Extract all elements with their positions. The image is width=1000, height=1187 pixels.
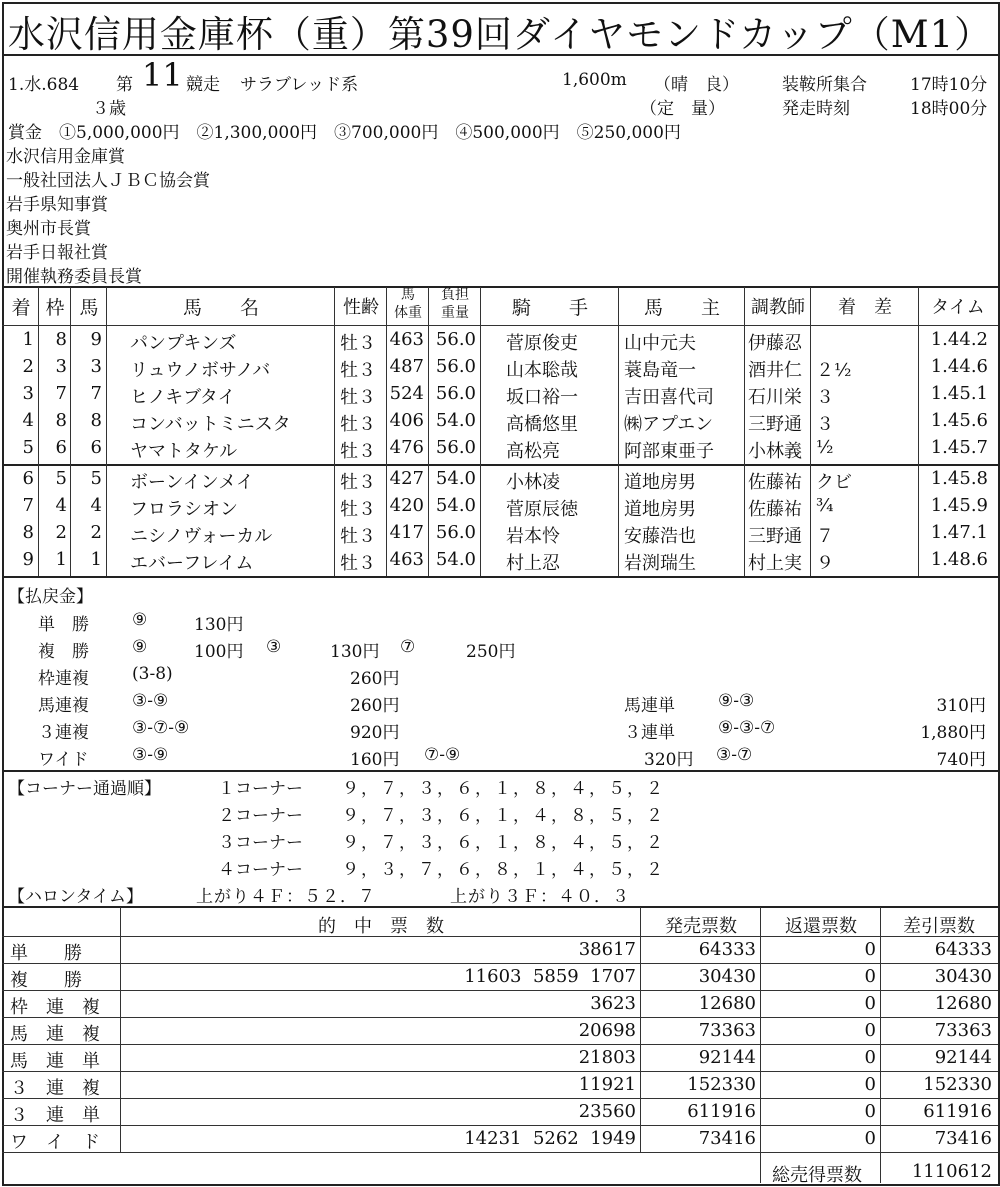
results-column-divider xyxy=(428,287,429,576)
award-line: 岩手県知事賞 xyxy=(6,195,108,215)
umatan-amount: 310円 xyxy=(936,696,986,716)
payout-header: 【払戻金】 xyxy=(8,587,93,607)
result-cell-place: 1 xyxy=(22,329,34,350)
result-cell-place: 2 xyxy=(22,356,34,377)
votes-cell-net: 64333 xyxy=(934,939,992,960)
results-column-divider xyxy=(918,287,919,576)
votes-row-divider xyxy=(2,1017,998,1018)
result-cell-uma: 2 xyxy=(90,522,102,543)
votes-refund-header: 返還票数 xyxy=(785,916,857,937)
fukusho-combo: ③ xyxy=(266,637,282,657)
result-cell-weight: 420 xyxy=(389,495,424,516)
corner-label: ４コーナー xyxy=(218,860,303,880)
result-cell-name: ヤマトタケル xyxy=(130,441,238,462)
votes-cell-sold: 73416 xyxy=(698,1128,756,1149)
votes-column-divider xyxy=(120,907,121,1152)
corner-order: ９，７，３，６，１，８，４，５，２ xyxy=(342,833,665,853)
corner-header: 【コーナー通過順】 xyxy=(8,779,161,799)
result-cell-time: 1.45.8 xyxy=(930,468,988,489)
votes-cell-type: ワ イ ド xyxy=(10,1132,100,1153)
wide-label: ワイド xyxy=(38,750,89,770)
result-cell-burden: 56.0 xyxy=(435,437,476,458)
result-cell-owner: 岩渕瑞生 xyxy=(624,553,696,574)
result-cell-owner: 蓑島竜一 xyxy=(624,360,696,381)
result-cell-jockey: 岩本怜 xyxy=(506,526,560,547)
votes-cell-net: 152330 xyxy=(923,1074,992,1095)
results-bottom-border xyxy=(2,576,998,578)
votes-cell-hits: 11603 5859 1707 xyxy=(464,966,636,987)
corner-label: １コーナー xyxy=(218,779,303,799)
result-cell-trainer: 石川栄 xyxy=(748,387,802,408)
wide-combo: ⑦-⑨ xyxy=(424,745,461,765)
start-label: 発走時刻 xyxy=(782,99,850,119)
fukusho-amount: 100円 xyxy=(194,642,244,662)
result-cell-time: 1.47.1 xyxy=(930,522,988,543)
result-cell-waku: 4 xyxy=(55,495,67,516)
votes-row-divider xyxy=(2,1071,998,1072)
corner-order: ９，７，３，６，１，４，８，５，２ xyxy=(342,806,665,826)
award-line: 奥州市長賞 xyxy=(6,219,91,239)
votes-row-divider xyxy=(2,1152,998,1153)
race-title: 水沢信用金庫杯（重）第39回ダイヤモンドカップ（M1） xyxy=(7,13,993,56)
result-cell-trainer: 村上実 xyxy=(748,553,802,574)
votes-cell-sold: 152330 xyxy=(687,1074,756,1095)
col-margin-header: 着 差 xyxy=(838,297,892,318)
votes-column-divider xyxy=(760,907,761,1183)
result-cell-time: 1.44.2 xyxy=(930,329,988,350)
votes-cell-refund: 0 xyxy=(864,966,876,987)
result-cell-margin: ½ xyxy=(816,437,834,458)
result-cell-place: 7 xyxy=(22,495,34,516)
result-cell-waku: 8 xyxy=(55,329,67,350)
result-cell-sexage: 牡３ xyxy=(340,387,376,408)
col-weight-header-bottom: 体重 xyxy=(394,305,422,321)
votes-cell-type: ３ 連 複 xyxy=(10,1078,100,1099)
result-cell-sexage: 牡３ xyxy=(340,526,376,547)
result-cell-owner: 吉田喜代司 xyxy=(624,387,714,408)
result-cell-trainer: 小林義 xyxy=(748,441,802,462)
result-cell-weight: 524 xyxy=(389,383,424,404)
result-cell-time: 1.44.6 xyxy=(930,356,988,377)
results-column-divider xyxy=(70,287,71,576)
result-cell-time: 1.45.9 xyxy=(930,495,988,516)
fukusho-combo: ⑦ xyxy=(400,637,416,657)
result-cell-weight: 476 xyxy=(389,437,424,458)
votes-cell-type: 枠 連 複 xyxy=(10,997,100,1018)
votes-hits-header: 的 中 票 数 xyxy=(318,916,444,937)
tansho-combo: ⑨ xyxy=(132,610,148,630)
umaren-combo: ③-⑨ xyxy=(132,691,169,711)
sanrentan-amount: 1,880円 xyxy=(920,723,986,743)
result-cell-name: エバーフレイム xyxy=(130,553,254,574)
votes-cell-sold: 12680 xyxy=(698,993,756,1014)
votes-cell-sold: 30430 xyxy=(698,966,756,987)
result-cell-burden: 54.0 xyxy=(435,410,476,431)
corner-order: ９，７，３，６，１，８，４，５，２ xyxy=(342,779,665,799)
result-cell-jockey: 小林凌 xyxy=(506,472,560,493)
result-cell-jockey: 坂口裕一 xyxy=(506,387,578,408)
tansho-label: 単 勝 xyxy=(38,615,89,635)
result-cell-time: 1.45.1 xyxy=(930,383,988,404)
result-cell-time: 1.45.7 xyxy=(930,437,988,458)
result-cell-trainer: 三野通 xyxy=(748,526,802,547)
result-cell-waku: 3 xyxy=(55,356,67,377)
votes-row-divider xyxy=(2,1044,998,1045)
race-code: 1.水.684 xyxy=(8,75,80,95)
col-time-header: タイム xyxy=(931,297,985,318)
result-cell-jockey: 高橋悠里 xyxy=(506,414,578,435)
votes-row-divider xyxy=(2,1125,998,1126)
result-cell-waku: 8 xyxy=(55,410,67,431)
votes-column-divider xyxy=(640,907,641,1152)
sanrenpuku-amount: 920円 xyxy=(350,723,400,743)
furlong-last3f: 上がり３Ｆ：４０．３ xyxy=(450,887,630,907)
result-cell-place: 4 xyxy=(22,410,34,431)
fukusho-label: 複 勝 xyxy=(38,642,89,662)
result-cell-weight: 417 xyxy=(389,522,424,543)
result-cell-margin: クビ xyxy=(816,472,852,493)
votes-cell-hits: 11921 xyxy=(578,1074,636,1095)
wakuren-combo: (3-8) xyxy=(132,664,173,684)
result-cell-sexage: 牡３ xyxy=(340,414,376,435)
results-top-border xyxy=(2,286,998,288)
result-cell-trainer: 酒井仁 xyxy=(748,360,802,381)
result-cell-place: 6 xyxy=(22,468,34,489)
results-group-divider xyxy=(2,464,998,466)
result-cell-owner: 山中元夫 xyxy=(624,333,696,354)
result-cell-uma: 3 xyxy=(90,356,102,377)
result-cell-burden: 56.0 xyxy=(435,329,476,350)
result-cell-owner: ㈱アプエン xyxy=(624,414,714,435)
votes-cell-refund: 0 xyxy=(864,939,876,960)
award-line: 開催執務委員長賞 xyxy=(6,267,142,287)
fukusho-amount: 130円 xyxy=(330,642,380,662)
votes-cell-refund: 0 xyxy=(864,1074,876,1095)
votes-cell-sold: 64333 xyxy=(698,939,756,960)
votes-cell-type: ３ 連 単 xyxy=(10,1105,100,1126)
result-cell-margin: ３ xyxy=(816,387,834,408)
result-cell-weight: 463 xyxy=(389,549,424,570)
umaren-label: 馬連複 xyxy=(38,696,89,716)
sanrentan-label: ３連単 xyxy=(624,723,675,743)
furlong-last4f: 上がり４Ｆ：５２．７ xyxy=(196,887,376,907)
race-condition: （定 量） xyxy=(640,99,725,119)
fukusho-combo: ⑨ xyxy=(132,637,148,657)
col-burden-header-top: 負担 xyxy=(441,287,469,303)
col-jockey-header: 騎 手 xyxy=(511,297,588,319)
fukusho-amount: 250円 xyxy=(466,642,516,662)
votes-cell-hits: 3623 xyxy=(590,993,636,1014)
corner-order: ９，３，７，６，８，１，４，５，２ xyxy=(342,860,665,880)
result-cell-margin: ９ xyxy=(816,553,834,574)
votes-cell-refund: 0 xyxy=(864,993,876,1014)
result-cell-uma: 4 xyxy=(90,495,102,516)
votes-sold-header: 発売票数 xyxy=(665,916,737,937)
sanrentan-combo: ⑨-③-⑦ xyxy=(718,718,776,738)
race-dai: 第 xyxy=(116,75,133,95)
results-column-divider xyxy=(810,287,811,576)
wide-amount: 160円 xyxy=(350,750,400,770)
col-weight-header-top: 馬 xyxy=(401,287,415,303)
total-votes-value: 1110612 xyxy=(911,1161,992,1182)
result-cell-owner: 道地房男 xyxy=(624,499,696,520)
votes-cell-hits: 20698 xyxy=(578,1020,636,1041)
race-number: 11 xyxy=(142,56,183,94)
wide-combo: ③-⑦ xyxy=(716,745,753,765)
results-column-divider xyxy=(618,287,619,576)
votes-cell-type: 馬 連 単 xyxy=(10,1051,100,1072)
tansho-amount: 130円 xyxy=(194,615,244,635)
wakuren-label: 枠連複 xyxy=(38,669,89,689)
results-column-divider xyxy=(744,287,745,576)
col-trainer-header: 調教師 xyxy=(751,297,805,318)
result-cell-jockey: 高松亮 xyxy=(506,441,560,462)
result-cell-place: 8 xyxy=(22,522,34,543)
votes-cell-net: 73363 xyxy=(934,1020,992,1041)
payout-bottom-border xyxy=(2,770,998,772)
result-cell-margin: ３ xyxy=(816,414,834,435)
result-cell-time: 1.45.6 xyxy=(930,410,988,431)
result-cell-weight: 427 xyxy=(389,468,424,489)
result-cell-waku: 1 xyxy=(55,549,67,570)
results-column-divider xyxy=(386,287,387,576)
result-cell-name: コンバットミニスタ xyxy=(130,414,291,435)
votes-cell-hits: 21803 xyxy=(578,1047,636,1068)
umatan-label: 馬連単 xyxy=(624,696,675,716)
result-cell-waku: 2 xyxy=(55,522,67,543)
result-cell-burden: 56.0 xyxy=(435,522,476,543)
col-waku-header: 枠 xyxy=(45,297,65,319)
result-cell-margin: ¾ xyxy=(816,495,834,516)
votes-row-divider xyxy=(2,963,998,964)
result-cell-uma: 6 xyxy=(90,437,102,458)
result-cell-jockey: 村上忍 xyxy=(506,553,560,574)
result-cell-jockey: 山本聡哉 xyxy=(506,360,578,381)
gather-time: 17時10分 xyxy=(910,75,988,95)
votes-cell-net: 611916 xyxy=(923,1101,992,1122)
results-column-divider xyxy=(38,287,39,576)
votes-cell-sold: 92144 xyxy=(698,1047,756,1068)
col-place-header: 着 xyxy=(11,297,31,319)
umaren-amount: 260円 xyxy=(350,696,400,716)
votes-cell-refund: 0 xyxy=(864,1101,876,1122)
start-time: 18時00分 xyxy=(910,99,988,119)
result-cell-name: ヒノキブタイ xyxy=(130,387,236,408)
result-cell-uma: 5 xyxy=(90,468,102,489)
result-cell-burden: 54.0 xyxy=(435,468,476,489)
result-cell-sexage: 牡３ xyxy=(340,472,376,493)
votes-cell-hits: 23560 xyxy=(578,1101,636,1122)
result-cell-burden: 54.0 xyxy=(435,495,476,516)
sanrenpuku-label: ３連複 xyxy=(38,723,89,743)
votes-cell-type: 複 勝 xyxy=(10,970,82,991)
award-line: 岩手日報社賞 xyxy=(6,243,108,263)
result-cell-trainer: 伊藤忍 xyxy=(748,333,802,354)
votes-net-header: 差引票数 xyxy=(903,916,975,937)
award-line: 一般社団法人ＪＢＣ協会賞 xyxy=(6,171,210,191)
sanrenpuku-combo: ③-⑦-⑨ xyxy=(132,718,190,738)
votes-cell-type: 馬 連 複 xyxy=(10,1024,100,1045)
result-cell-burden: 56.0 xyxy=(435,356,476,377)
result-cell-weight: 487 xyxy=(389,356,424,377)
result-cell-name: ニシノヴォーカル xyxy=(130,526,273,547)
result-cell-weight: 406 xyxy=(389,410,424,431)
wide-amount: 740円 xyxy=(936,750,986,770)
result-cell-name: リュウノボサノバ xyxy=(130,360,271,381)
results-header-divider xyxy=(2,325,998,326)
result-cell-margin: ７ xyxy=(816,526,834,547)
votes-cell-refund: 0 xyxy=(864,1047,876,1068)
award-line: 水沢信用金庫賞 xyxy=(6,147,125,167)
votes-cell-hits: 14231 5262 1949 xyxy=(464,1128,636,1149)
race-weather: （晴 良） xyxy=(654,75,739,95)
furlong-header: 【ハロンタイム】 xyxy=(8,887,143,907)
result-cell-owner: 安藤浩也 xyxy=(624,526,696,547)
result-cell-waku: 5 xyxy=(55,468,67,489)
result-cell-owner: 道地房男 xyxy=(624,472,696,493)
result-cell-trainer: 三野通 xyxy=(748,414,802,435)
results-column-divider xyxy=(480,287,481,576)
umatan-combo: ⑨-③ xyxy=(718,691,755,711)
result-cell-sexage: 牡３ xyxy=(340,441,376,462)
gather-label: 装鞍所集合 xyxy=(782,75,867,95)
votes-cell-refund: 0 xyxy=(864,1020,876,1041)
col-burden-header-bottom: 重量 xyxy=(441,305,469,321)
result-cell-burden: 54.0 xyxy=(435,549,476,570)
votes-cell-type: 単 勝 xyxy=(10,943,82,964)
corner-label: ３コーナー xyxy=(218,833,303,853)
result-cell-sexage: 牡３ xyxy=(340,499,376,520)
votes-row-divider xyxy=(2,990,998,991)
result-cell-burden: 56.0 xyxy=(435,383,476,404)
result-cell-sexage: 牡３ xyxy=(340,333,376,354)
race-kyoso: 競走 xyxy=(186,75,220,95)
result-cell-sexage: 牡３ xyxy=(340,553,376,574)
result-cell-name: フロラシオン xyxy=(130,499,238,520)
corner-label: ２コーナー xyxy=(218,806,303,826)
result-cell-weight: 463 xyxy=(389,329,424,350)
race-distance: 1,600m xyxy=(562,70,627,90)
result-cell-uma: 9 xyxy=(90,329,102,350)
votes-cell-sold: 73363 xyxy=(698,1020,756,1041)
race-breed: サラブレッド系 xyxy=(240,75,359,95)
votes-cell-net: 12680 xyxy=(934,993,992,1014)
result-cell-place: 9 xyxy=(22,549,34,570)
col-uma-header: 馬 xyxy=(79,297,99,319)
col-name-header: 馬 名 xyxy=(182,297,259,319)
race-age: ３歳 xyxy=(92,99,126,119)
votes-top-border xyxy=(2,906,998,908)
votes-row-divider xyxy=(2,936,998,937)
result-cell-waku: 6 xyxy=(55,437,67,458)
votes-cell-net: 73416 xyxy=(934,1128,992,1149)
result-cell-trainer: 佐藤祐 xyxy=(748,499,802,520)
result-cell-jockey: 菅原辰徳 xyxy=(506,499,578,520)
result-cell-place: 5 xyxy=(22,437,34,458)
wide-combo: ③-⑨ xyxy=(132,745,169,765)
result-cell-jockey: 菅原俊吏 xyxy=(506,333,578,354)
votes-cell-hits: 38617 xyxy=(578,939,636,960)
result-cell-owner: 阿部東亜子 xyxy=(624,441,714,462)
result-cell-trainer: 佐藤祐 xyxy=(748,472,802,493)
total-votes-label: 総売得票数 xyxy=(772,1165,862,1186)
result-cell-sexage: 牡３ xyxy=(340,360,376,381)
votes-row-divider xyxy=(2,1098,998,1099)
result-cell-uma: 1 xyxy=(90,549,102,570)
prize-line: 賞金 ①5,000,000円 ②1,300,000円 ③700,000円 ④500,000円 ⑤250,000円 xyxy=(8,123,681,143)
col-owner-header: 馬 主 xyxy=(643,297,720,319)
wakuren-amount: 260円 xyxy=(350,669,400,689)
votes-cell-refund: 0 xyxy=(864,1128,876,1149)
result-cell-place: 3 xyxy=(22,383,34,404)
votes-cell-sold: 611916 xyxy=(687,1101,756,1122)
results-column-divider xyxy=(106,287,107,576)
result-cell-name: パンプキンズ xyxy=(130,333,237,354)
result-cell-margin: ２½ xyxy=(816,360,852,381)
wide-amount: 320円 xyxy=(644,750,694,770)
votes-cell-net: 30430 xyxy=(934,966,992,987)
results-column-divider xyxy=(334,287,335,576)
votes-cell-net: 92144 xyxy=(934,1047,992,1068)
result-cell-name: ボーンインメイ xyxy=(130,472,254,493)
col-sexage-header: 性齢 xyxy=(343,297,379,318)
result-cell-uma: 8 xyxy=(90,410,102,431)
result-cell-waku: 7 xyxy=(55,383,67,404)
votes-column-divider xyxy=(880,907,881,1183)
result-cell-uma: 7 xyxy=(90,383,102,404)
result-cell-time: 1.48.6 xyxy=(930,549,988,570)
